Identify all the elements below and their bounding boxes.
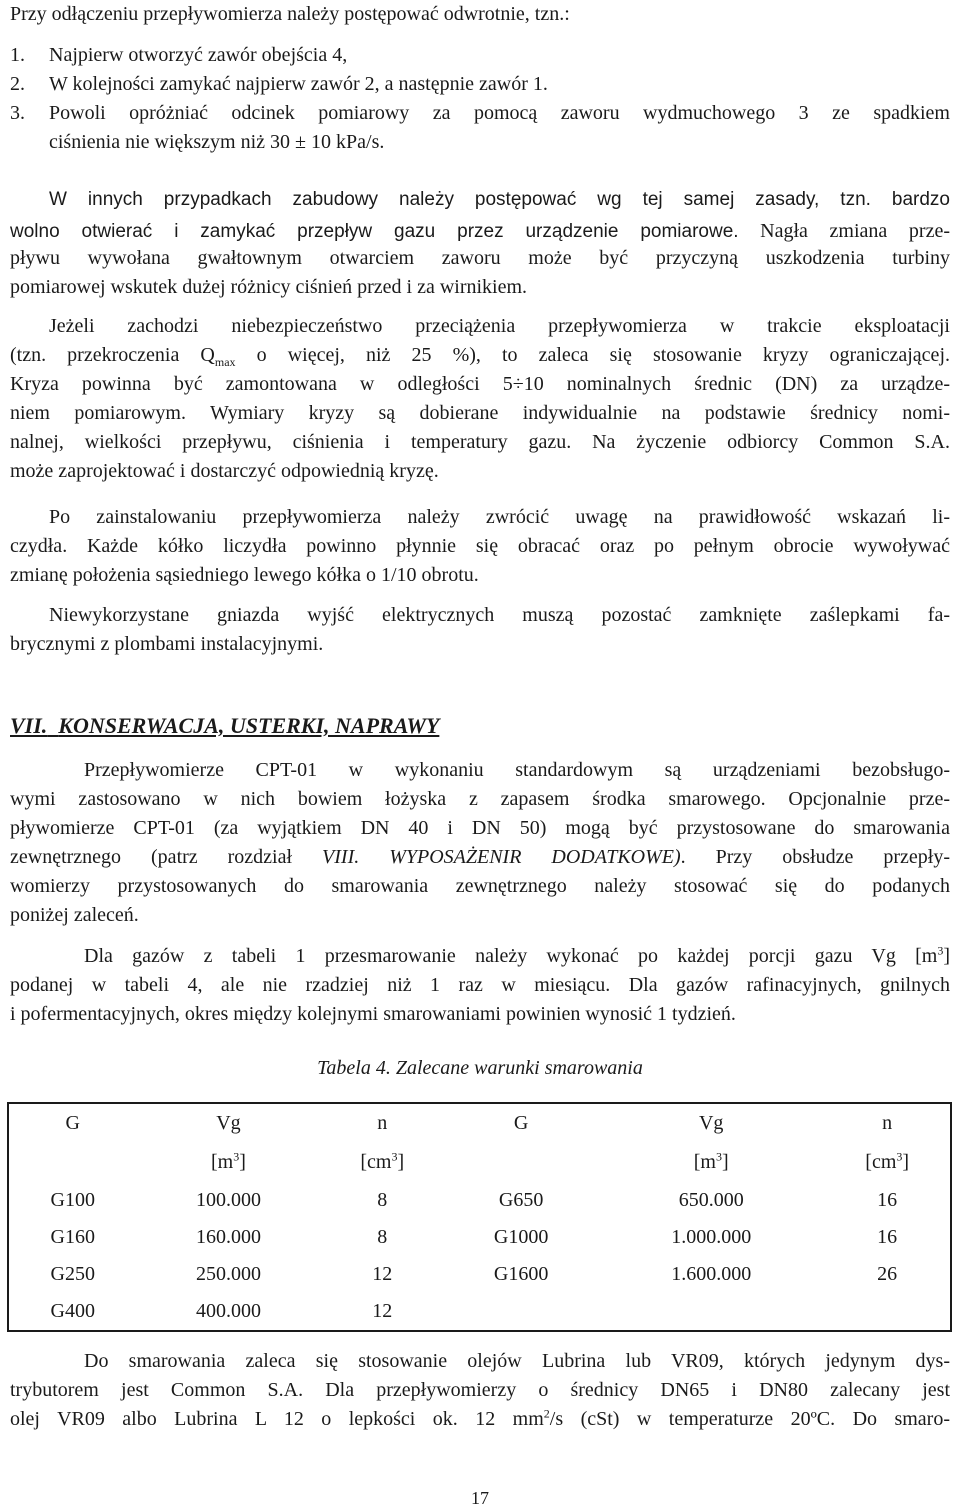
paragraph-line: podanej w tabeli 4, ale nie rzadziej niż 1 raz w miesiącu. Dla gazów rafinacyjnych, gnilnych xyxy=(10,974,950,996)
table-cell: 8 xyxy=(377,1189,388,1211)
paragraph-fragment: ] xyxy=(943,945,950,967)
unit-text: [cm xyxy=(360,1150,392,1173)
table-cell: 8 xyxy=(377,1226,388,1248)
paragraph-line xyxy=(84,944,950,968)
table-cell: 100.000 xyxy=(195,1189,261,1211)
unit-cell xyxy=(824,1142,951,1182)
table-cell: G400 xyxy=(50,1300,95,1322)
superscript: 3 xyxy=(715,1148,722,1163)
table-header-cell: Vg xyxy=(216,1111,241,1134)
paragraph-fragment: Nagła zmiana prze- xyxy=(738,220,950,242)
superscript: 3 xyxy=(233,1148,240,1163)
section-title: KONSERWACJA, USTERKI, NAPRAWY xyxy=(58,713,440,738)
paragraph-fragment: Dla gazów z tabeli 1 przesmarowanie należy wykonać po każdej porcji gazu Vg [m xyxy=(84,945,938,967)
table-cell xyxy=(824,1293,951,1331)
paragraph-line: pomiarowej wskutek dużej różnicy ciśnień przed i za wirnikiem. xyxy=(10,276,528,298)
table-cell xyxy=(598,1293,824,1331)
paragraph-line: i pofermentacyjnych, okres między kolejnymi smarowaniami powinien wynosić 1 tydzień. xyxy=(10,1003,736,1025)
table-cell: 160.000 xyxy=(195,1226,261,1248)
table-cell: 650.000 xyxy=(678,1189,744,1211)
table-row xyxy=(8,1256,951,1293)
paragraph-line: Kryza powinna być zamontowana w odległości 5÷10 nominalnych średnic (DN) za urządze- xyxy=(10,373,950,395)
paragraph-line: Do smarowania zaleca się stosowanie olejów Lubrina lub VR09, których jedynym dys- xyxy=(84,1350,950,1372)
paragraph-line: poniżej zaleceń. xyxy=(10,904,139,926)
table-cell: 12 xyxy=(372,1263,393,1285)
table-cell: G1600 xyxy=(493,1263,549,1285)
table-cell: G160 xyxy=(50,1226,95,1248)
paragraph-line: pływu wywołana gwałtownym otwarciem zaworu może być przyczyną uszkodzenia turbiny xyxy=(10,247,950,269)
paragraph-line: niem pomiarowym. Wymiary kryzy są dobierane indywidualnie na podstawie średnicy nomi- xyxy=(10,402,950,424)
table-cell: 16 xyxy=(877,1226,898,1248)
unit-text: [m xyxy=(693,1150,716,1173)
step-text-continuation: ciśnienia nie większym niż 30 ± 10 kPa/s. xyxy=(49,131,385,153)
page-number: 17 xyxy=(471,1488,489,1508)
paragraph-line: czydła. Każde kółko liczydła powinno płynnie się obracać oraz po pełnym obrocie wywoływać xyxy=(10,535,950,557)
table-header-cell: n xyxy=(377,1111,388,1134)
superscript: 3 xyxy=(937,943,944,958)
table-cell: G100 xyxy=(50,1189,95,1211)
paragraph-line xyxy=(10,219,950,244)
table-cell: 1.600.000 xyxy=(671,1263,752,1285)
paragraph-line: W innych przypadkach zabudowy należy postępować wg tej samej zasady, tzn. bardzo xyxy=(49,189,950,210)
table-row xyxy=(8,1293,951,1331)
paragraph-line: Jeżeli zachodzi niebezpieczeństwo przeciążenia przepływomierza w trakcie eksploatacji xyxy=(49,315,950,337)
paragraph-line xyxy=(10,343,950,367)
paragraph-line: może zaprojektować i dostarczyć odpowiednią kryzę. xyxy=(10,460,439,482)
step-number: 1. xyxy=(10,44,25,66)
paragraph-fragment: zewnętrznego (patrz rozdział xyxy=(10,846,323,868)
unit-text: [cm xyxy=(865,1150,897,1173)
table-cell: 26 xyxy=(877,1263,898,1285)
step-text: Najpierw otworzyć zawór obejścia 4, xyxy=(49,44,348,66)
paragraph-line: zmianę położenia sąsiedniego lewego kółka o 1/10 obrotu. xyxy=(10,564,479,586)
table-cell: 400.000 xyxy=(195,1300,261,1322)
paragraph-line: brycznymi z plombami instalacyjnymi. xyxy=(10,633,324,655)
table-cell: 250.000 xyxy=(195,1263,261,1285)
unit-cell xyxy=(320,1142,444,1182)
unit-cell xyxy=(137,1142,321,1182)
unit-text: ] xyxy=(721,1150,729,1173)
table-cell: 12 xyxy=(372,1300,393,1322)
unit-text: ] xyxy=(397,1150,405,1173)
table-cell xyxy=(444,1142,598,1182)
table-cell: 16 xyxy=(877,1189,898,1211)
step-text: W kolejności zamykać najpierw zawór 2, a następnie zawór 1. xyxy=(49,73,548,95)
table-header-cell: Vg xyxy=(698,1111,724,1134)
paragraph-fragment: wolno otwierać i zamykać przepływ gazu przez urządzenie pomiarowe. xyxy=(10,221,739,242)
intro-text: Przy odłączeniu przepływomierza należy postępować odwrotnie, tzn.: xyxy=(10,3,570,25)
table-cell: G1000 xyxy=(493,1226,549,1248)
paragraph-line xyxy=(10,845,950,869)
table-header-cell: G xyxy=(513,1111,529,1134)
table-cell: G250 xyxy=(50,1263,95,1285)
step-number: 3. xyxy=(10,102,25,124)
paragraph-line xyxy=(10,1407,950,1431)
table-cell: G650 xyxy=(498,1189,544,1211)
paragraph-line: Niewykorzystane gniazda wyjść elektrycznych muszą pozostać zamknięte zaślepkami fa- xyxy=(49,604,950,626)
table-cell: 1.000.000 xyxy=(671,1226,752,1248)
superscript: 3 xyxy=(391,1148,398,1163)
paragraph-line: Przepływomierze CPT-01 w wykonaniu standardowym są urządzeniami bezobsługo- xyxy=(84,759,950,781)
step-number: 2. xyxy=(10,73,25,95)
chapter-reference: VIII. WYPOSAŻENIR DODATKOWE) xyxy=(322,846,681,868)
table-header-cell: n xyxy=(882,1111,893,1134)
table-caption: Tabela 4. Zalecane warunki smarowania xyxy=(317,1057,643,1079)
step-text: Powoli opróżniać odcinek pomiarowy za pomocą zaworu wydmuchowego 3 ze spadkiem xyxy=(49,102,950,124)
table-header-cell: G xyxy=(65,1111,80,1134)
paragraph-fragment: /s (cSt) w temperaturze 20ºC. Do smaro- xyxy=(549,1408,950,1430)
section-number: VII. xyxy=(10,713,48,738)
table-cell xyxy=(8,1142,137,1182)
paragraph-line: womierzy przystosowanych do smarowania zewnętrznego należy stosować się do podanych xyxy=(10,875,950,897)
subscript: max xyxy=(214,355,236,369)
paragraph-line: Po zainstalowaniu przepływomierza należy zwrócić uwagę na prawidłowość wskazań li- xyxy=(49,506,950,528)
section-heading xyxy=(10,713,439,739)
unit-text: [m xyxy=(210,1150,234,1173)
unit-text: ] xyxy=(239,1150,246,1173)
superscript: 3 xyxy=(896,1148,903,1163)
unit-text: ] xyxy=(902,1150,910,1173)
paragraph-fragment: . Przy obsłudze przepły- xyxy=(680,846,950,868)
paragraph-fragment: olej VR09 albo Lubrina L 12 o lepkości ok. 12 mm xyxy=(10,1408,544,1430)
paragraph-line: wymi zastosowano w nich bowiem łożyska z zapasem środka smarowego. Opcjonalnie prze- xyxy=(10,788,950,810)
paragraph-line: trybutorem jest Common S.A. Dla przepływomierzy o średnicy DN65 i DN80 zalecany jest xyxy=(10,1379,950,1401)
paragraph-fragment: (tzn. przekroczenia Q xyxy=(10,344,215,366)
paragraph-line: pływomierze CPT-01 (za wyjątkiem DN 40 i DN 50) mogą być przystosowane do smarowania xyxy=(10,817,950,839)
unit-cell xyxy=(598,1142,824,1182)
paragraph-fragment: o więcej, niż 25 %), to zaleca się stosowanie kryzy ograniczającej. xyxy=(235,344,950,366)
paragraph-line: nalnej, wielkości przepływu, ciśnienia i temperatury gazu. Na życzenie odbiorcy Common S.A. xyxy=(10,431,950,453)
table-header-row xyxy=(8,1103,951,1142)
table-cell xyxy=(444,1293,598,1331)
superscript: 2 xyxy=(543,1406,550,1421)
lubrication-table xyxy=(7,1102,952,1332)
table-row xyxy=(8,1182,951,1219)
table-units-row xyxy=(8,1142,951,1182)
table-row xyxy=(8,1219,951,1256)
